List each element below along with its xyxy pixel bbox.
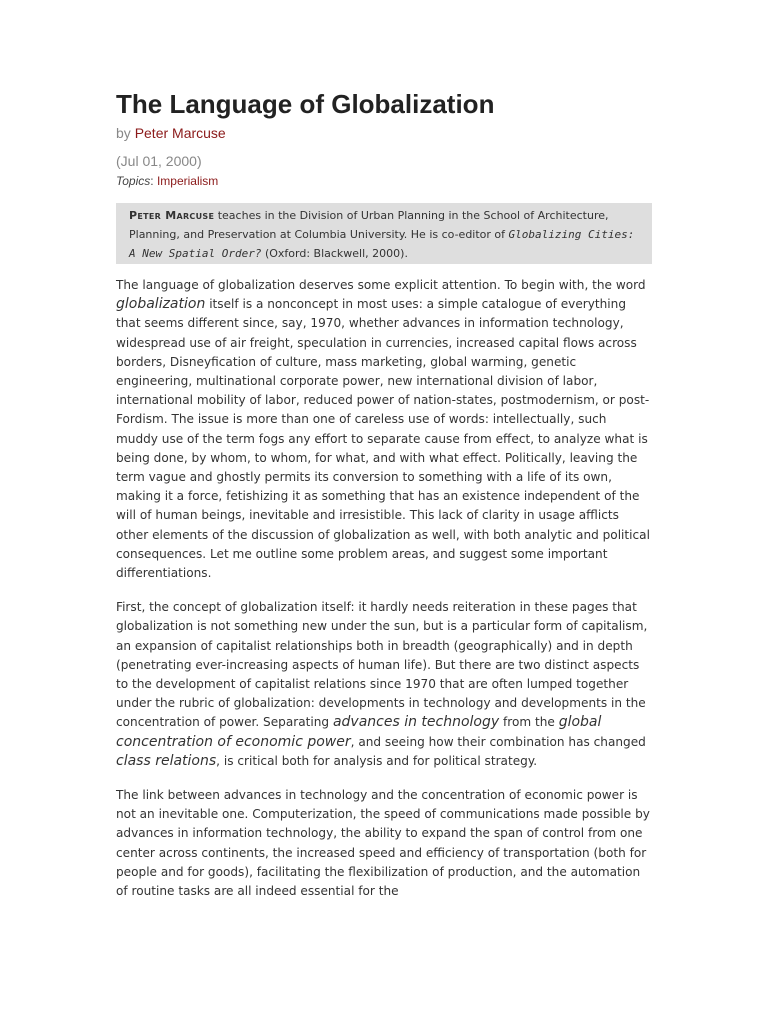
article-title: The Language of Globalization [116,89,495,119]
body-paragraph-3 [116,786,652,901]
p2-text-a: First, the concept of globalization itself: it hardly needs reiteration in these pages that globalization is not something new under the sun, but is a particular form of capitalism, an expansion of capitalist relationships both in breadth (geographically) and in depth (penetrating ever-increasing aspects of human life). But there are two distinct aspects to the development of capitalist relations since 1970 that are often lumped together under the rubric of globalization: developments in technology and developments in the concentration of power. Separating [116,600,648,730]
bio-text-1: teaches in the Division of Urban Planning in the School of Architecture, Planning, and Preservation at Columbia University. He is co-editor of [129,209,609,241]
p2-text-c: , and seeing how their combination has changed [350,734,646,749]
author-bio-box [116,203,652,264]
p2-emphasis-global-concentration: global concentration of economic power [116,714,602,750]
author-link[interactable]: Peter Marcuse [134,125,226,141]
p2-text-b: from the [499,715,559,730]
p3-text-a: The link between advances in technology and the concentration of economic power is not an inevitable one. Computerization, the speed of communications made possible by advances in information technology, the ability to expand the span of control from one center across continents, the increased speed and efficiency of transportation (both for people and for goods), facilitating the flexibilization of production, and the automation of routine tasks are all indeed essential for the [116,788,650,899]
topics-line [116,173,652,189]
byline-prefix: by [116,125,131,141]
topics-label: Topics [116,174,151,188]
body-paragraph-1 [116,276,652,583]
topics-separator: : [150,174,154,188]
bio-book-title: Globalizing Cities: A New Spatial Order? [129,228,635,260]
p1-text-b: itself is a nonconcept in most uses: a simple catalogue of everything that seems different since, say, 1970, whether advances in information technology, widespread use of air freight, speculation in currencies, increased capital flows across borders, Disneyfication of culture, mass marketing, global warming, genetic engineering, multinational corporate power, new international division of labor, international mobility of labor, reduced power of nation-states, postmodernism, or post-Fordism. The issue is more than one of careless use of words: intellectually, such muddy use of the term fogs any effort to separate cause from effect, to analyze what is being done, by whom, to whom, for what, and with what effect. Politically, leaving the term vague and ghostly permits its conversion to something with a life of its own, making it a force, fetishizing it as something that has an existence independent of the will of human beings, inevitable and irresistible. This lack of clarity in usage afflicts other elements of the discussion of globalization as well, with both analytic and political consequences. Let me outline some problem areas, and suggest some important differentiations. [116,297,650,581]
p2-emphasis-advances-in-technology: advances in technology [332,714,500,731]
body-paragraph-2 [116,598,652,771]
bio-author-name: Peter Marcuse [129,209,215,222]
p2-text-d: , is critical both for analysis and for political strategy. [216,753,538,768]
p1-text-a: The language of globalization deserves some explicit attention. To begin with, the word [116,278,646,292]
p2-emphasis-class-relations: class relations [116,752,217,769]
article [116,88,652,901]
topic-link-imperialism[interactable]: Imperialism [156,174,219,188]
publish-date: (Jul 01, 2000) [116,153,202,169]
byline [116,124,652,142]
p1-emphasis-globalization: globalization [116,296,206,313]
bio-text-2: (Oxford: Blackwell, 2000). [261,247,408,260]
